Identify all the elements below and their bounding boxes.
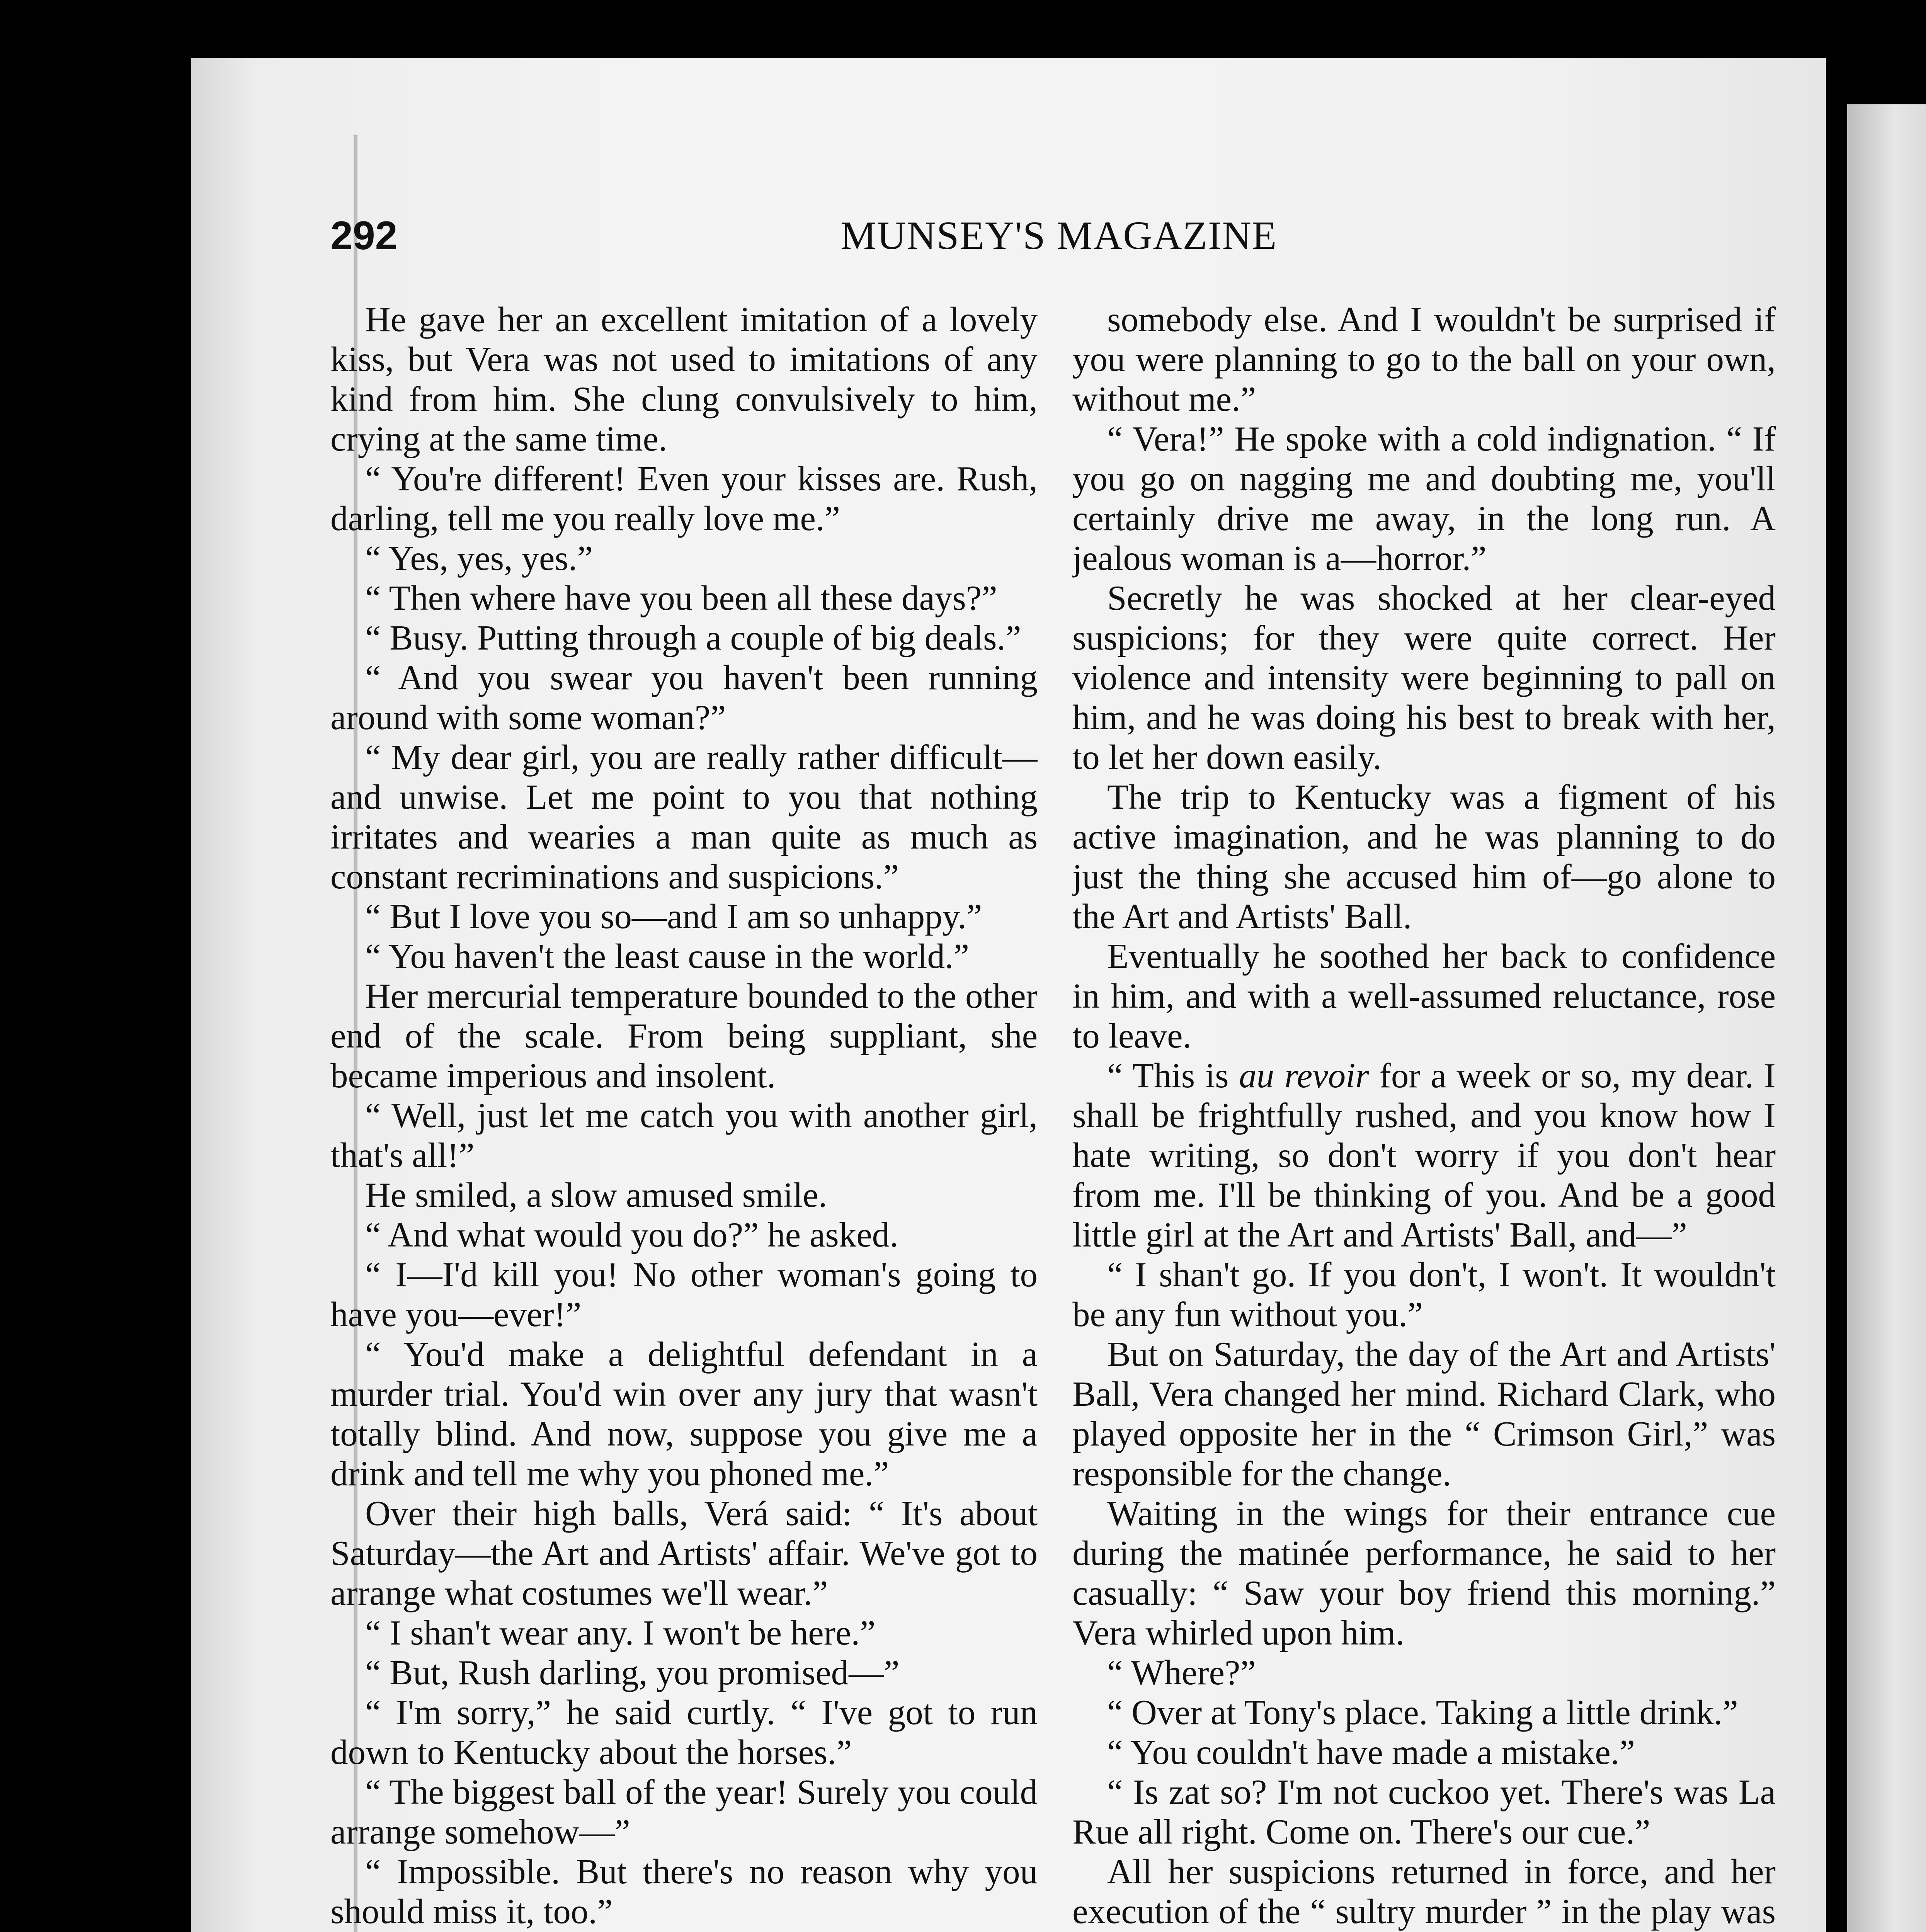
paragraph: Her mercurial temperature bounded to the other end of the scale. From being suppliant, she became imperious and insolent. — [330, 976, 1038, 1095]
paragraph: “ But, Rush darling, you promised—” — [365, 1653, 900, 1692]
paragraph: “ The biggest ball of the year! Surely you could arrange somehow—” — [330, 1772, 1038, 1851]
paragraph: “ Vera!” He spoke with a cold indignation. “ If you go on nagging me and doubting me, you'll certainly drive me away, in the long run. A jealous woman is a—horror.” — [1072, 419, 1776, 578]
paragraph: “ Busy. Putting through a couple of big deals.” — [365, 618, 1021, 657]
paragraph: “ I shan't go. If you don't, I won't. It wouldn't be any fun without you.” — [1072, 1255, 1776, 1334]
paragraph: “ But I love you so—and I am so unhappy.” — [365, 897, 982, 936]
text-run: for a week or so, my dear. I shall be frightfully rushed, and you know how I hate writing, so don't worry if you don't hear from me. I'll be thinking of you. And be a good little girl at the Art and Artists' Ball, and—” — [1072, 1056, 1776, 1254]
paragraph: But on Saturday, the day of the Art and Artists' Ball, Vera changed her mind. Richard Clark, who played opposite her in the “ Crimson Girl,” was responsible for the change. — [1072, 1335, 1776, 1493]
italic-run: au revoir — [1239, 1056, 1369, 1095]
paragraph: “ You couldn't have made a mistake.” — [1107, 1733, 1635, 1772]
paragraph: “ Is zat so? I'm not cuckoo yet. There's was La Rue all right. Come on. There's our cue.” — [1072, 1772, 1776, 1851]
paragraph: “ My dear girl, you are really rather difficult—and unwise. Let me point to you that nothing irritates and wearies a man quite as much as constant recriminations and suspicions.” — [330, 738, 1038, 896]
paragraph: “ I—I'd kill you! No other woman's going to have you—ever!” — [330, 1255, 1038, 1334]
page-header — [330, 211, 1293, 261]
paragraph: “ I shan't wear any. I won't be here.” — [365, 1613, 876, 1652]
paragraph: The trip to Kentucky was a figment of his active imagination, and he was planning to do just the thing she accused him of—go alone to the Art and Artists' Ball. — [1072, 777, 1776, 936]
paragraph: Waiting in the wings for their entrance cue during the matinée performance, he said to her casually: “ Saw your boy friend this morning.” Vera whirled upon him. — [1072, 1494, 1776, 1652]
paragraph: “ You're different! Even your kisses are. Rush, darling, tell me you really love me.” — [330, 459, 1038, 538]
paragraph: Over their high balls, Verá said: “ It's about Saturday—the Art and Artists' affair. We've got to arrange what costumes we'll wear.” — [330, 1494, 1038, 1612]
paragraph: “ Then where have you been all these days?” — [365, 578, 997, 617]
right-column-middle — [1072, 1255, 1776, 1932]
paragraph: Eventually he soothed her back to confidence in him, and with a well-assumed reluctance, rose to leave. — [1072, 937, 1776, 1055]
paragraph: All her suspicions returned in force, and her execution of the “ sultry murder ” in the play was — [1072, 1852, 1776, 1931]
paragraph: “ And what would you do?” he asked. — [365, 1215, 898, 1254]
running-head: MUNSEY'S MAGAZINE — [840, 213, 1278, 258]
paragraph: “ You haven't the least cause in the world.” — [365, 937, 969, 976]
paragraph: “ Over at Tony's place. Taking a little drink.” — [1107, 1693, 1738, 1732]
page-number: 292 — [330, 213, 398, 258]
paragraph: “ You'd make a delightful defendant in a murder trial. You'd win over any jury that wasn't totally blind. And now, suppose you give me a drink and tell me why you phoned me.” — [330, 1335, 1038, 1493]
right-column — [1072, 299, 1776, 1932]
right-column-top — [1072, 299, 1776, 1056]
left-column — [330, 299, 1038, 1932]
paragraph: He smiled, a slow amused smile. — [365, 1175, 827, 1214]
facing-page-edge — [1847, 104, 1926, 1932]
paragraph: “ Where?” — [1107, 1653, 1256, 1692]
paragraph-au-revoir — [1072, 1056, 1776, 1255]
paragraph: “ Yes, yes, yes.” — [365, 539, 593, 578]
text-run: “ This is — [1107, 1056, 1239, 1095]
paragraph: He gave her an excellent imitation of a lovely kiss, but Vera was not used to imitations of any kind from him. She clung convulsively to him, crying at the same time. — [330, 300, 1038, 458]
paragraph: Secretly he was shocked at her clear-eyed suspicions; for they were quite correct. Her violence and intensity were beginning to pall on him, and he was doing his best to break with her, to let her down easily. — [1072, 578, 1776, 777]
paragraph: “ And you swear you haven't been running around with some woman?” — [330, 658, 1038, 737]
paragraph: “ I'm sorry,” he said curtly. “ I've got to run down to Kentucky about the horses.” — [330, 1693, 1038, 1772]
paragraph: “ Impossible. But there's no reason why you should miss it, too.” — [330, 1852, 1038, 1931]
paragraph: somebody else. And I wouldn't be surprised if you were planning to go to the ball on your own, without me.” — [1072, 300, 1776, 418]
paragraph: “ Well, just let me catch you with another girl, that's all!” — [330, 1096, 1038, 1175]
